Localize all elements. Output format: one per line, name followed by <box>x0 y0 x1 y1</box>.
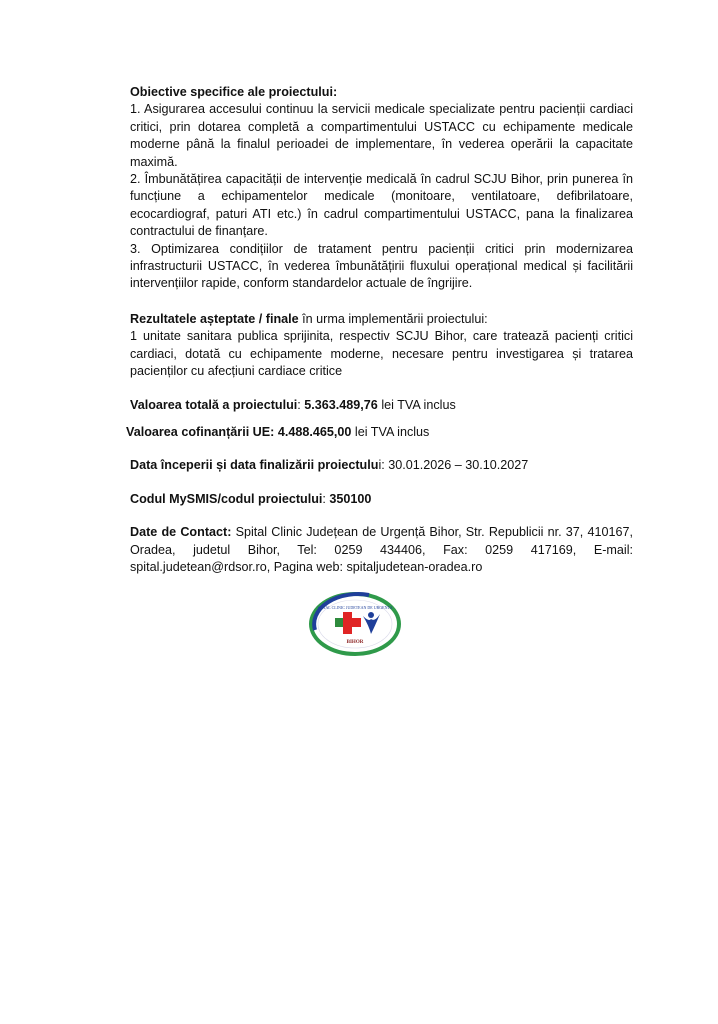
results-label-rest: în urma implementării proiectului: <box>298 311 488 326</box>
contact-text: Spital Clinic Județean de Urgență Bihor, Str. Republicii nr. 37, 410167, Oradea, judetul Bihor, Tel: 0259 434406, Fax: 0259 417169, E-mail: spital.judetean@rdsor.ro, Pagina web: spitaljudetean-oradea.ro <box>130 525 633 574</box>
total-value-amount: 5.363.489,76 <box>304 397 378 412</box>
eu-cofinancing-suffix: lei TVA inclus <box>351 424 430 439</box>
dates-label: Data începerii și data finalizării proiectulu <box>130 458 379 473</box>
document-page <box>126 84 633 576</box>
contact-label: Date de Contact: <box>130 525 232 540</box>
dates-label-tail: i: <box>378 458 389 473</box>
hospital-logo-graphic <box>309 592 401 656</box>
logo-ring-text: SPITAL CLINIC JUDETEAN DE URGENTA <box>317 605 393 610</box>
results-text: 1 unitate sanitara publica sprijinita, respectiv SCJU Bihor, care tratează pacienți critici cardiaci, dotată cu echipamente moderne, necesare pentru investigarea și tratarea pacienților cu afecțiuni cardiace critice <box>130 329 633 379</box>
code-sep: : <box>322 491 330 506</box>
hospital-logo <box>309 592 401 656</box>
eu-cofinancing-label: Valoarea cofinanțării UE: <box>126 424 278 439</box>
person-head-icon <box>368 612 374 618</box>
contact-paragraph <box>130 524 633 576</box>
objective-item-1: 1. Asigurarea accesului continuu la servicii medicale specializate pentru pacienții cardiaci critici, prin dotarea completă a compartimentului USTACC cu echipamente medicale moderne până la finalul perioadei de implementare, în vederea operării la capacitate maximă. <box>130 102 633 169</box>
total-value-label: Valoarea totală a proiectului <box>130 397 298 412</box>
code-value: 350100 <box>329 491 372 506</box>
results-heading <box>130 311 633 328</box>
total-value-line <box>130 397 633 414</box>
cross-red-arm <box>343 618 361 627</box>
objective-item-3: 3. Optimizarea condițiilor de tratament pentru pacienții critici prin modernizarea infrastructurii USTACC, în vederea îmbunătățirii fluxului operațional medical și facilitării intervențiilor rapide, conform standardelor actuale de îngrijire. <box>130 241 633 291</box>
results-label: Rezultatele așteptate / finale <box>130 311 299 326</box>
total-value-sep: : <box>297 397 305 412</box>
dates-value: 30.01.2026 – 30.10.2027 <box>388 458 529 473</box>
code-label: Codul MySMIS/codul proiectului <box>130 491 323 506</box>
dates-line <box>130 457 633 474</box>
code-line <box>130 491 633 508</box>
logo-bottom-text: BIHOR <box>346 640 364 645</box>
eu-cofinancing-line <box>126 424 633 441</box>
total-value-suffix: lei TVA inclus <box>377 397 456 412</box>
objective-item-2: 2. Îmbunătățirea capacității de intervenție medicală în cadrul SCJU Bihor, prin punerea în funcțiune a echipamentelor medicale (monitoare, ventilatoare, defibrilatoare, ecocardiograf, paturi ATI etc.) în cadrul compartimentului USTACC, pana la finalizarea contractului de finanțare. <box>130 172 633 239</box>
objectives-title: Obiective specifice ale proiectului: <box>130 85 338 99</box>
eu-cofinancing-amount: 4.488.465,00 <box>277 424 352 439</box>
